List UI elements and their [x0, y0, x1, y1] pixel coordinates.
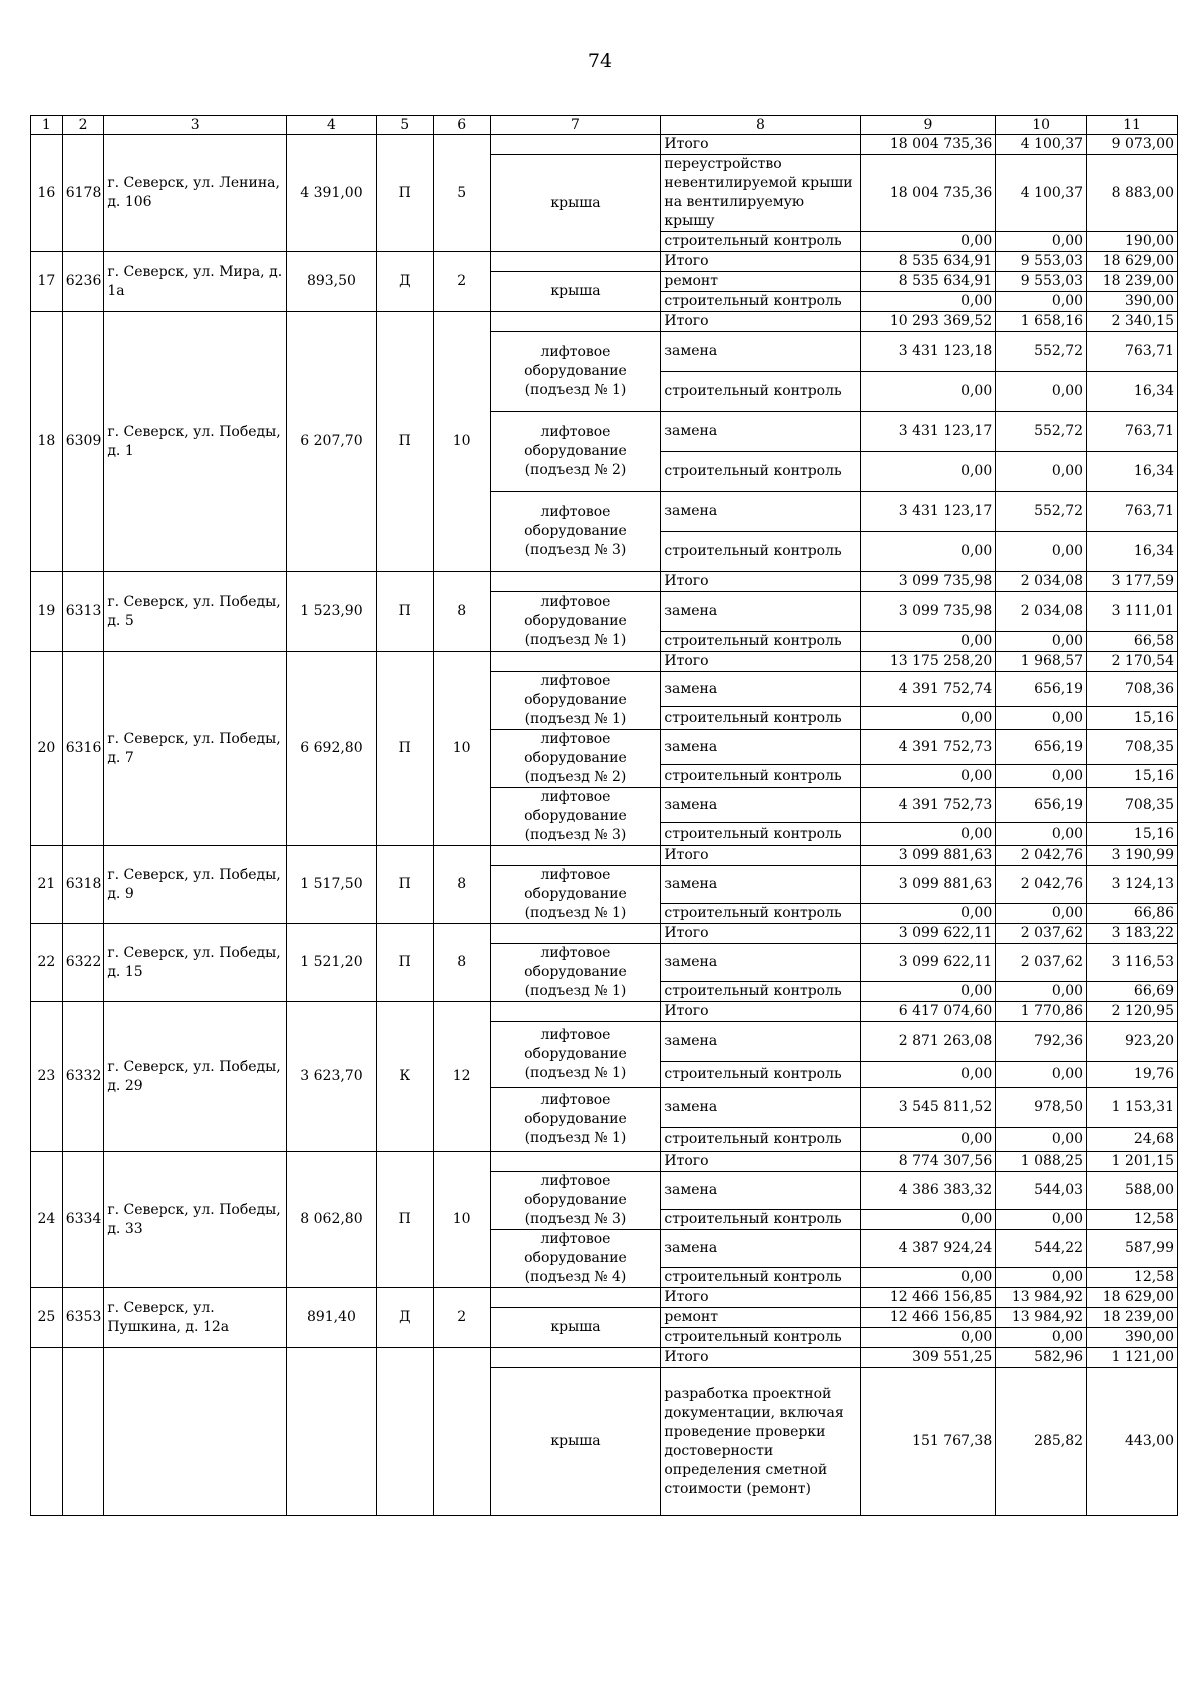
work-type: строительный контроль — [661, 1210, 860, 1230]
cost-total: 3 099 881,63 — [860, 866, 996, 904]
cost-limit: 19,76 — [1087, 1062, 1178, 1088]
floor-count: 10 — [433, 1152, 490, 1288]
cost-total: 13 175 258,20 — [860, 652, 996, 672]
cost-total: 0,00 — [860, 1328, 996, 1348]
structural-element: лифтовое оборудование (подъезд № 3) — [490, 1172, 661, 1230]
cost-per-sqm: 0,00 — [996, 765, 1087, 788]
col-header-11: 11 — [1087, 116, 1178, 135]
work-type: замена — [661, 412, 860, 452]
total-area: 893,50 — [287, 252, 377, 312]
floor-count: 10 — [433, 652, 490, 846]
cost-limit: 18 239,00 — [1087, 272, 1178, 292]
cost-limit: 16,34 — [1087, 452, 1178, 492]
work-type: строительный контроль — [661, 452, 860, 492]
cost-per-sqm: 0,00 — [996, 452, 1087, 492]
work-type: ремонт — [661, 1308, 860, 1328]
cost-per-sqm: 2 042,76 — [996, 846, 1087, 866]
cost-per-sqm: 0,00 — [996, 292, 1087, 312]
cost-limit: 24,68 — [1087, 1128, 1178, 1152]
cost-total: 309 551,25 — [860, 1348, 996, 1368]
cost-limit: 66,58 — [1087, 632, 1178, 652]
cost-per-sqm: 0,00 — [996, 823, 1087, 846]
cost-limit: 708,35 — [1087, 788, 1178, 823]
total-label: Итого — [661, 652, 860, 672]
wall-material: П — [376, 312, 433, 572]
cost-per-sqm: 0,00 — [996, 632, 1087, 652]
cost-total: 4 391 752,73 — [860, 730, 996, 765]
house-code: 6316 — [62, 652, 104, 846]
col-header-8: 8 — [661, 116, 860, 135]
house-code: 6236 — [62, 252, 104, 312]
cost-per-sqm: 0,00 — [996, 1268, 1087, 1288]
total-area: 8 062,80 — [287, 1152, 377, 1288]
structural-element: лифтовое оборудование (подъезд № 1) — [490, 1022, 661, 1088]
column-number-row — [31, 116, 1178, 135]
col-header-4: 4 — [287, 116, 377, 135]
work-type: строительный контроль — [661, 232, 860, 252]
cost-limit: 15,16 — [1087, 765, 1178, 788]
wall-material: П — [376, 572, 433, 652]
work-type: строительный контроль — [661, 823, 860, 846]
cost-per-sqm: 4 100,37 — [996, 135, 1087, 155]
work-type: замена — [661, 1022, 860, 1062]
cost-per-sqm: 0,00 — [996, 1128, 1087, 1152]
address: г. Северск, ул. Победы, д. 9 — [104, 846, 287, 924]
wall-material: П — [376, 846, 433, 924]
cost-limit: 15,16 — [1087, 823, 1178, 846]
cost-per-sqm: 978,50 — [996, 1088, 1087, 1128]
structural-element: крыша — [490, 1368, 661, 1516]
cost-total: 12 466 156,85 — [860, 1288, 996, 1308]
cost-per-sqm: 2 037,62 — [996, 924, 1087, 944]
row-number: 22 — [31, 924, 63, 1002]
total-label: Итого — [661, 1152, 860, 1172]
structural-element: крыша — [490, 272, 661, 312]
cost-limit: 763,71 — [1087, 332, 1178, 372]
total-label: Итого — [661, 1288, 860, 1308]
house-code: 6178 — [62, 135, 104, 252]
cost-limit: 9 073,00 — [1087, 135, 1178, 155]
address: г. Северск, ул. Победы, д. 7 — [104, 652, 287, 846]
cost-total: 18 004 735,36 — [860, 155, 996, 232]
cost-total: 3 099 881,63 — [860, 846, 996, 866]
cost-limit: 763,71 — [1087, 412, 1178, 452]
col-header-10: 10 — [996, 116, 1087, 135]
structural-element: лифтовое оборудование (подъезд № 4) — [490, 1230, 661, 1288]
total-label: Итого — [661, 846, 860, 866]
total-label: Итого — [661, 924, 860, 944]
work-type: строительный контроль — [661, 765, 860, 788]
structural-element: лифтовое оборудование (подъезд № 1) — [490, 672, 661, 730]
cost-limit: 18 629,00 — [1087, 1288, 1178, 1308]
floor-count: 8 — [433, 846, 490, 924]
cost-limit: 66,86 — [1087, 904, 1178, 924]
floor-count: 2 — [433, 252, 490, 312]
cost-total: 0,00 — [860, 982, 996, 1002]
floor-count: 12 — [433, 1002, 490, 1152]
total-area — [287, 1348, 377, 1516]
work-type: строительный контроль — [661, 982, 860, 1002]
cost-per-sqm: 0,00 — [996, 1328, 1087, 1348]
cost-per-sqm: 0,00 — [996, 232, 1087, 252]
work-type: строительный контроль — [661, 632, 860, 652]
structural-element: лифтовое оборудование (подъезд № 1) — [490, 332, 661, 412]
element-blank — [490, 924, 661, 944]
wall-material: П — [376, 135, 433, 252]
cost-total: 3 431 123,17 — [860, 412, 996, 452]
cost-limit: 18 239,00 — [1087, 1308, 1178, 1328]
floor-count: 8 — [433, 572, 490, 652]
cost-total: 2 871 263,08 — [860, 1022, 996, 1062]
structural-element: лифтовое оборудование (подъезд № 3) — [490, 788, 661, 846]
element-blank — [490, 1288, 661, 1308]
wall-material: К — [376, 1002, 433, 1152]
cost-total: 151 767,38 — [860, 1368, 996, 1516]
address: г. Северск, ул. Победы, д. 15 — [104, 924, 287, 1002]
cost-total: 4 387 924,24 — [860, 1230, 996, 1268]
wall-material: Д — [376, 1288, 433, 1348]
cost-total: 4 386 383,32 — [860, 1172, 996, 1210]
work-type: строительный контроль — [661, 532, 860, 572]
cost-total: 0,00 — [860, 1210, 996, 1230]
work-type: замена — [661, 1230, 860, 1268]
house-code — [62, 1348, 104, 1516]
cost-limit: 66,69 — [1087, 982, 1178, 1002]
cost-per-sqm: 4 100,37 — [996, 155, 1087, 232]
row-number: 19 — [31, 572, 63, 652]
element-blank — [490, 1348, 661, 1368]
col-header-2: 2 — [62, 116, 104, 135]
floor-count: 10 — [433, 312, 490, 572]
cost-limit: 390,00 — [1087, 1328, 1178, 1348]
cost-per-sqm: 2 034,08 — [996, 572, 1087, 592]
work-type: замена — [661, 1088, 860, 1128]
cost-total: 4 391 752,73 — [860, 788, 996, 823]
cost-limit: 16,34 — [1087, 532, 1178, 572]
cost-per-sqm: 9 553,03 — [996, 272, 1087, 292]
cost-limit: 1 201,15 — [1087, 1152, 1178, 1172]
cost-per-sqm: 552,72 — [996, 492, 1087, 532]
work-type: замена — [661, 492, 860, 532]
total-area: 6 207,70 — [287, 312, 377, 572]
cost-total: 3 431 123,18 — [860, 332, 996, 372]
cost-per-sqm: 656,19 — [996, 672, 1087, 707]
cost-limit: 708,36 — [1087, 672, 1178, 707]
work-type: строительный контроль — [661, 1268, 860, 1288]
work-type: переустройство невентилируемой крыши на вентилируемую крышу — [661, 155, 860, 232]
cost-total: 0,00 — [860, 292, 996, 312]
cost-per-sqm: 0,00 — [996, 1210, 1087, 1230]
cost-total: 0,00 — [860, 707, 996, 730]
work-type: замена — [661, 592, 860, 632]
total-area: 3 623,70 — [287, 1002, 377, 1152]
total-label: Итого — [661, 572, 860, 592]
structural-element: лифтовое оборудование (подъезд № 3) — [490, 492, 661, 572]
cost-limit: 2 120,95 — [1087, 1002, 1178, 1022]
total-label: Итого — [661, 1002, 860, 1022]
total-label: Итого — [661, 312, 860, 332]
cost-per-sqm: 285,82 — [996, 1368, 1087, 1516]
total-area: 4 391,00 — [287, 135, 377, 252]
work-type: замена — [661, 944, 860, 982]
cost-per-sqm: 13 984,92 — [996, 1308, 1087, 1328]
work-type: замена — [661, 788, 860, 823]
cost-total: 3 431 123,17 — [860, 492, 996, 532]
total-area: 1 523,90 — [287, 572, 377, 652]
cost-total: 0,00 — [860, 372, 996, 412]
element-blank — [490, 846, 661, 866]
cost-total: 6 417 074,60 — [860, 1002, 996, 1022]
address: г. Северск, ул. Победы, д. 33 — [104, 1152, 287, 1288]
cost-total: 0,00 — [860, 904, 996, 924]
cost-per-sqm: 1 658,16 — [996, 312, 1087, 332]
work-type: строительный контроль — [661, 1062, 860, 1088]
page-number: 74 — [587, 50, 613, 72]
floor-count: 2 — [433, 1288, 490, 1348]
cost-per-sqm: 582,96 — [996, 1348, 1087, 1368]
cost-total: 3 099 622,11 — [860, 944, 996, 982]
structural-element: крыша — [490, 1308, 661, 1348]
cost-per-sqm: 552,72 — [996, 332, 1087, 372]
address — [104, 1348, 287, 1516]
cost-per-sqm: 2 037,62 — [996, 944, 1087, 982]
cost-limit: 390,00 — [1087, 292, 1178, 312]
floor-count — [433, 1348, 490, 1516]
address: г. Северск, ул. Победы, д. 29 — [104, 1002, 287, 1152]
total-label: Итого — [661, 1348, 860, 1368]
cost-per-sqm: 0,00 — [996, 707, 1087, 730]
structural-element: лифтовое оборудование (подъезд № 1) — [490, 866, 661, 924]
cost-per-sqm: 1 968,57 — [996, 652, 1087, 672]
house-code: 6322 — [62, 924, 104, 1002]
col-header-1: 1 — [31, 116, 63, 135]
cost-total: 0,00 — [860, 1062, 996, 1088]
work-type: строительный контроль — [661, 904, 860, 924]
total-area: 1 521,20 — [287, 924, 377, 1002]
cost-per-sqm: 1 770,86 — [996, 1002, 1087, 1022]
cost-per-sqm: 0,00 — [996, 982, 1087, 1002]
cost-per-sqm: 13 984,92 — [996, 1288, 1087, 1308]
row-number: 25 — [31, 1288, 63, 1348]
element-blank — [490, 652, 661, 672]
structural-element: лифтовое оборудование (подъезд № 2) — [490, 730, 661, 788]
work-type: замена — [661, 1172, 860, 1210]
total-area: 6 692,80 — [287, 652, 377, 846]
house-code: 6318 — [62, 846, 104, 924]
col-header-5: 5 — [376, 116, 433, 135]
col-header-3: 3 — [104, 116, 287, 135]
cost-limit: 2 170,54 — [1087, 652, 1178, 672]
cost-limit: 18 629,00 — [1087, 252, 1178, 272]
col-header-7: 7 — [490, 116, 661, 135]
floor-count: 8 — [433, 924, 490, 1002]
structural-element: лифтовое оборудование (подъезд № 2) — [490, 412, 661, 492]
cost-limit: 3 116,53 — [1087, 944, 1178, 982]
cost-limit: 3 177,59 — [1087, 572, 1178, 592]
address: г. Северск, ул. Пушкина, д. 12а — [104, 1288, 287, 1348]
work-type: строительный контроль — [661, 1328, 860, 1348]
element-blank — [490, 1002, 661, 1022]
cost-total: 0,00 — [860, 632, 996, 652]
cost-total: 0,00 — [860, 823, 996, 846]
cost-total: 8 535 634,91 — [860, 252, 996, 272]
house-code: 6334 — [62, 1152, 104, 1288]
cost-per-sqm: 0,00 — [996, 904, 1087, 924]
cost-limit: 8 883,00 — [1087, 155, 1178, 232]
cost-per-sqm: 0,00 — [996, 1062, 1087, 1088]
cost-per-sqm: 544,22 — [996, 1230, 1087, 1268]
wall-material: П — [376, 924, 433, 1002]
cost-total: 0,00 — [860, 1268, 996, 1288]
table-body — [31, 116, 1178, 1516]
work-type: строительный контроль — [661, 292, 860, 312]
cost-limit: 3 124,13 — [1087, 866, 1178, 904]
cost-per-sqm: 656,19 — [996, 788, 1087, 823]
cost-per-sqm: 552,72 — [996, 412, 1087, 452]
cost-total: 8 774 307,56 — [860, 1152, 996, 1172]
cost-total: 0,00 — [860, 532, 996, 572]
cost-total: 10 293 369,52 — [860, 312, 996, 332]
row-number: 16 — [31, 135, 63, 252]
cost-total: 8 535 634,91 — [860, 272, 996, 292]
cost-per-sqm: 656,19 — [996, 730, 1087, 765]
row-number: 20 — [31, 652, 63, 846]
work-type: замена — [661, 332, 860, 372]
cost-limit: 1 153,31 — [1087, 1088, 1178, 1128]
cost-limit: 190,00 — [1087, 232, 1178, 252]
cost-per-sqm: 2 042,76 — [996, 866, 1087, 904]
element-blank — [490, 252, 661, 272]
work-type: разработка проектной документации, включая проведение проверки достоверности определения сметной стоимости (ремонт) — [661, 1368, 860, 1516]
address: г. Северск, ул. Мира, д. 1а — [104, 252, 287, 312]
work-type: замена — [661, 672, 860, 707]
floor-count: 5 — [433, 135, 490, 252]
cost-limit: 587,99 — [1087, 1230, 1178, 1268]
cost-total: 4 391 752,74 — [860, 672, 996, 707]
cost-per-sqm: 792,36 — [996, 1022, 1087, 1062]
cost-per-sqm: 0,00 — [996, 372, 1087, 412]
cost-total: 3 099 735,98 — [860, 572, 996, 592]
cost-total: 12 466 156,85 — [860, 1308, 996, 1328]
cost-total: 18 004 735,36 — [860, 135, 996, 155]
house-code: 6332 — [62, 1002, 104, 1152]
cost-per-sqm: 544,03 — [996, 1172, 1087, 1210]
address: г. Северск, ул. Победы, д. 5 — [104, 572, 287, 652]
total-area: 891,40 — [287, 1288, 377, 1348]
cost-limit: 763,71 — [1087, 492, 1178, 532]
house-code: 6309 — [62, 312, 104, 572]
house-code: 6313 — [62, 572, 104, 652]
work-type: строительный контроль — [661, 707, 860, 730]
cost-limit: 1 121,00 — [1087, 1348, 1178, 1368]
wall-material: Д — [376, 252, 433, 312]
cost-limit: 588,00 — [1087, 1172, 1178, 1210]
structural-element: лифтовое оборудование (подъезд № 1) — [490, 1088, 661, 1152]
repair-plan-table — [30, 115, 1178, 1516]
address: г. Северск, ул. Победы, д. 1 — [104, 312, 287, 572]
element-blank — [490, 1152, 661, 1172]
cost-total: 0,00 — [860, 1128, 996, 1152]
cost-total: 3 545 811,52 — [860, 1088, 996, 1128]
cost-total: 0,00 — [860, 765, 996, 788]
cost-total: 0,00 — [860, 232, 996, 252]
col-header-9: 9 — [860, 116, 996, 135]
cost-limit: 12,58 — [1087, 1210, 1178, 1230]
wall-material: П — [376, 1152, 433, 1288]
wall-material: П — [376, 652, 433, 846]
element-blank — [490, 312, 661, 332]
cost-limit: 16,34 — [1087, 372, 1178, 412]
cost-limit: 3 111,01 — [1087, 592, 1178, 632]
address: г. Северск, ул. Ленина, д. 106 — [104, 135, 287, 252]
cost-limit: 3 190,99 — [1087, 846, 1178, 866]
cost-total: 0,00 — [860, 452, 996, 492]
cost-limit: 3 183,22 — [1087, 924, 1178, 944]
cost-limit: 923,20 — [1087, 1022, 1178, 1062]
element-blank — [490, 572, 661, 592]
work-type: строительный контроль — [661, 1128, 860, 1152]
work-type: ремонт — [661, 272, 860, 292]
row-number: 18 — [31, 312, 63, 572]
work-type: замена — [661, 730, 860, 765]
structural-element: лифтовое оборудование (подъезд № 1) — [490, 592, 661, 652]
row-number — [31, 1348, 63, 1516]
cost-per-sqm: 2 034,08 — [996, 592, 1087, 632]
element-blank — [490, 135, 661, 155]
cost-limit: 2 340,15 — [1087, 312, 1178, 332]
structural-element: крыша — [490, 155, 661, 252]
cost-per-sqm: 0,00 — [996, 532, 1087, 572]
work-type: строительный контроль — [661, 372, 860, 412]
row-number: 21 — [31, 846, 63, 924]
total-area: 1 517,50 — [287, 846, 377, 924]
cost-total: 3 099 622,11 — [860, 924, 996, 944]
row-number: 17 — [31, 252, 63, 312]
cost-limit: 708,35 — [1087, 730, 1178, 765]
cost-limit: 15,16 — [1087, 707, 1178, 730]
col-header-6: 6 — [433, 116, 490, 135]
row-number: 24 — [31, 1152, 63, 1288]
cost-total: 3 099 735,98 — [860, 592, 996, 632]
total-label: Итого — [661, 252, 860, 272]
cost-per-sqm: 9 553,03 — [996, 252, 1087, 272]
cost-per-sqm: 1 088,25 — [996, 1152, 1087, 1172]
row-number: 23 — [31, 1002, 63, 1152]
house-code: 6353 — [62, 1288, 104, 1348]
wall-material — [376, 1348, 433, 1516]
cost-limit: 443,00 — [1087, 1368, 1178, 1516]
total-label: Итого — [661, 135, 860, 155]
work-type: замена — [661, 866, 860, 904]
structural-element: лифтовое оборудование (подъезд № 1) — [490, 944, 661, 1002]
cost-limit: 12,58 — [1087, 1268, 1178, 1288]
